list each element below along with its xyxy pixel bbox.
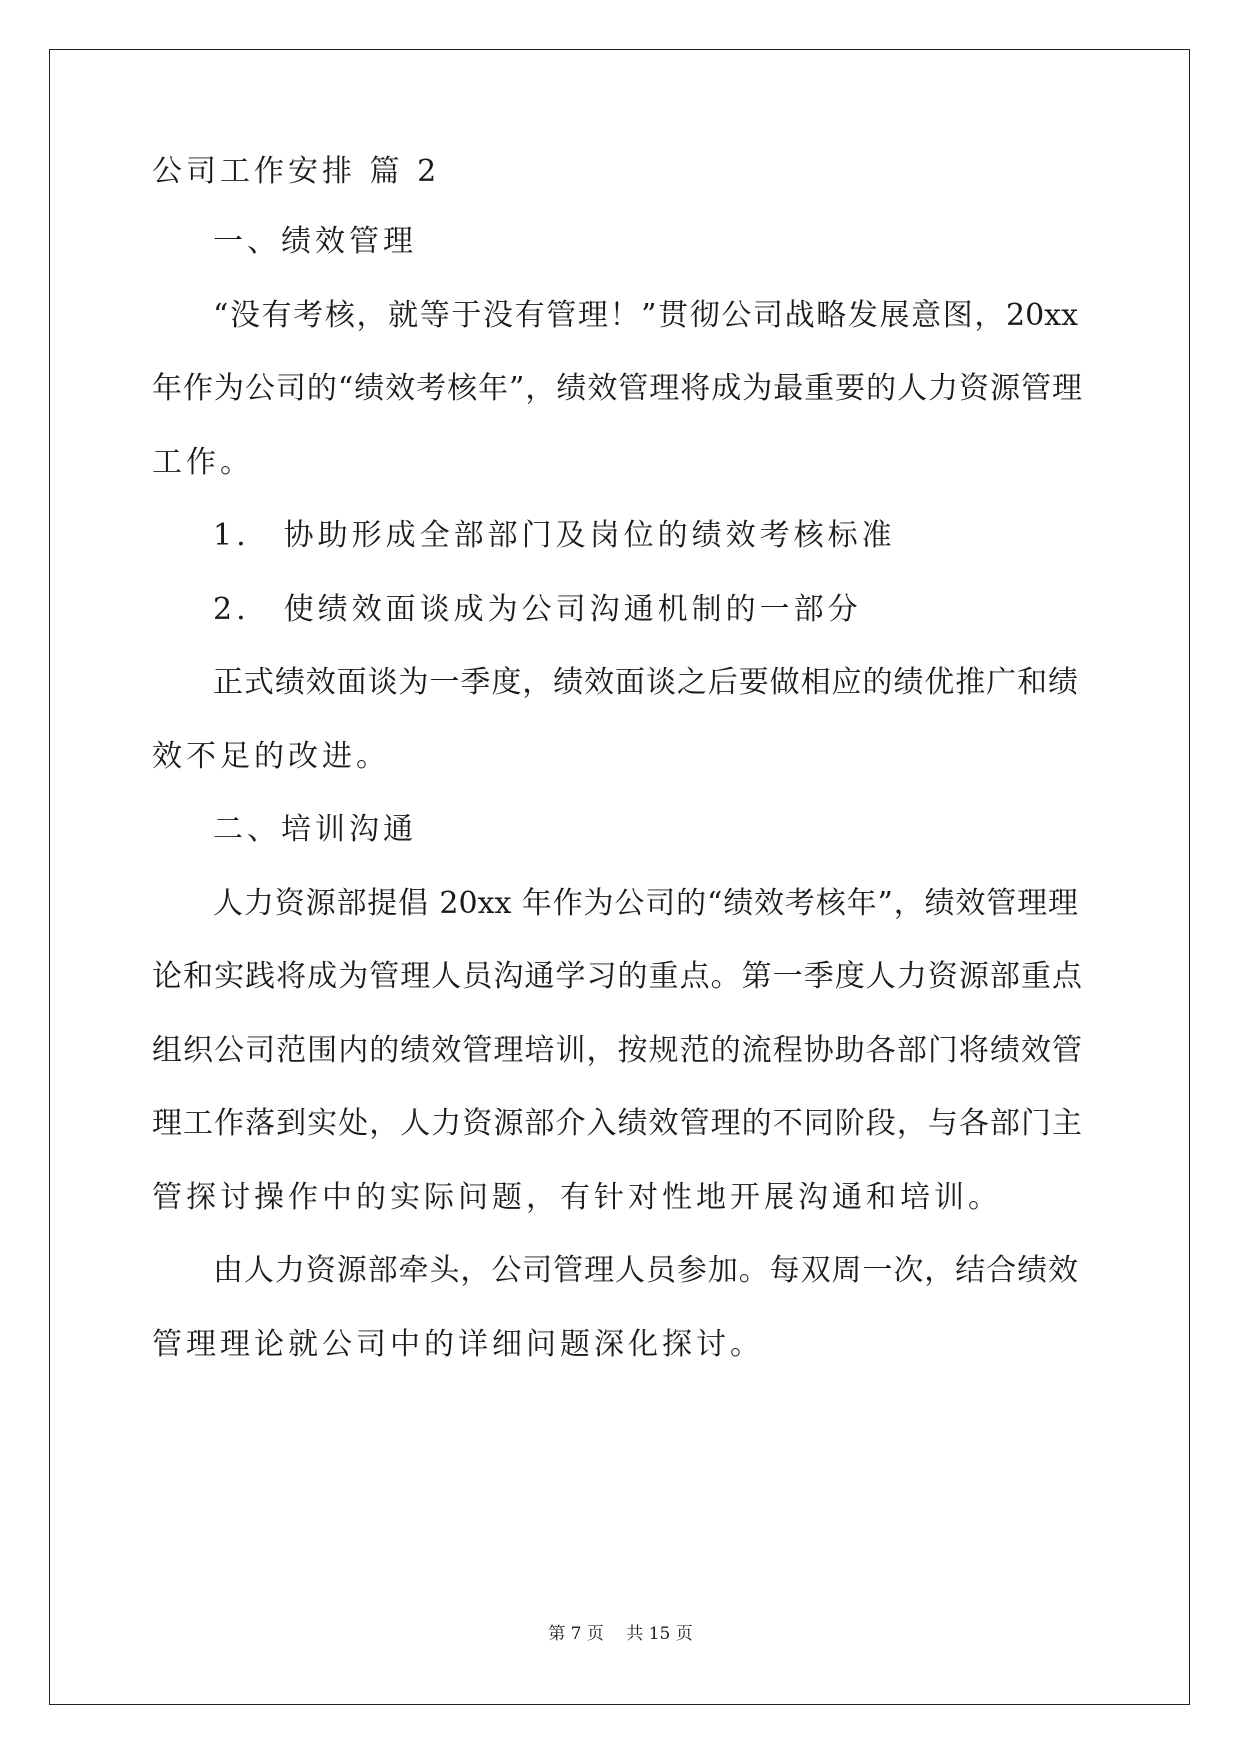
paragraph-line: 理工作落到实处，人力资源部介入绩效管理的不同阶段，与各部门主 — [152, 1106, 1082, 1141]
page-number-footer: 第 7 页 共 15 页 — [548, 1624, 693, 1644]
paragraph-line: 管探讨操作中的实际问题，有针对性地开展沟通和培训。 — [152, 1180, 1002, 1215]
section-heading-performance: 一、绩效管理 — [213, 224, 417, 259]
paragraph-line: “没有考核，就等于没有管理！”贯彻公司战略发展意图，20xx — [213, 298, 1078, 333]
page-title: 公司工作安排 篇 2 — [152, 154, 441, 189]
paragraph-line: 管理理论就公司中的详细问题深化探讨。 — [152, 1327, 764, 1362]
section-heading-training: 二、培训沟通 — [213, 812, 417, 847]
paragraph-line: 年作为公司的“绩效考核年”，绩效管理将成为最重要的人力资源管理 — [152, 371, 1082, 406]
paragraph-line: 论和实践将成为管理人员沟通学习的重点。第一季度人力资源部重点 — [152, 959, 1082, 994]
paragraph-line: 组织公司范围内的绩效管理培训，按规范的流程协助各部门将绩效管 — [152, 1033, 1082, 1068]
paragraph-line: 效不足的改进。 — [152, 739, 390, 774]
paragraph-line: 人力资源部提倡 20xx 年作为公司的“绩效考核年”，绩效管理理 — [213, 886, 1078, 921]
paragraph-line: 正式绩效面谈为一季度，绩效面谈之后要做相应的绩优推广和绩 — [213, 665, 1078, 700]
paragraph-line: 由人力资源部牵头，公司管理人员参加。每双周一次，结合绩效 — [213, 1253, 1078, 1288]
list-item: 1. 协助形成全部部门及岗位的绩效考核标准 — [213, 518, 896, 553]
paragraph-line: 工作。 — [152, 445, 254, 480]
list-item: 2. 使绩效面谈成为公司沟通机制的一部分 — [213, 592, 862, 627]
